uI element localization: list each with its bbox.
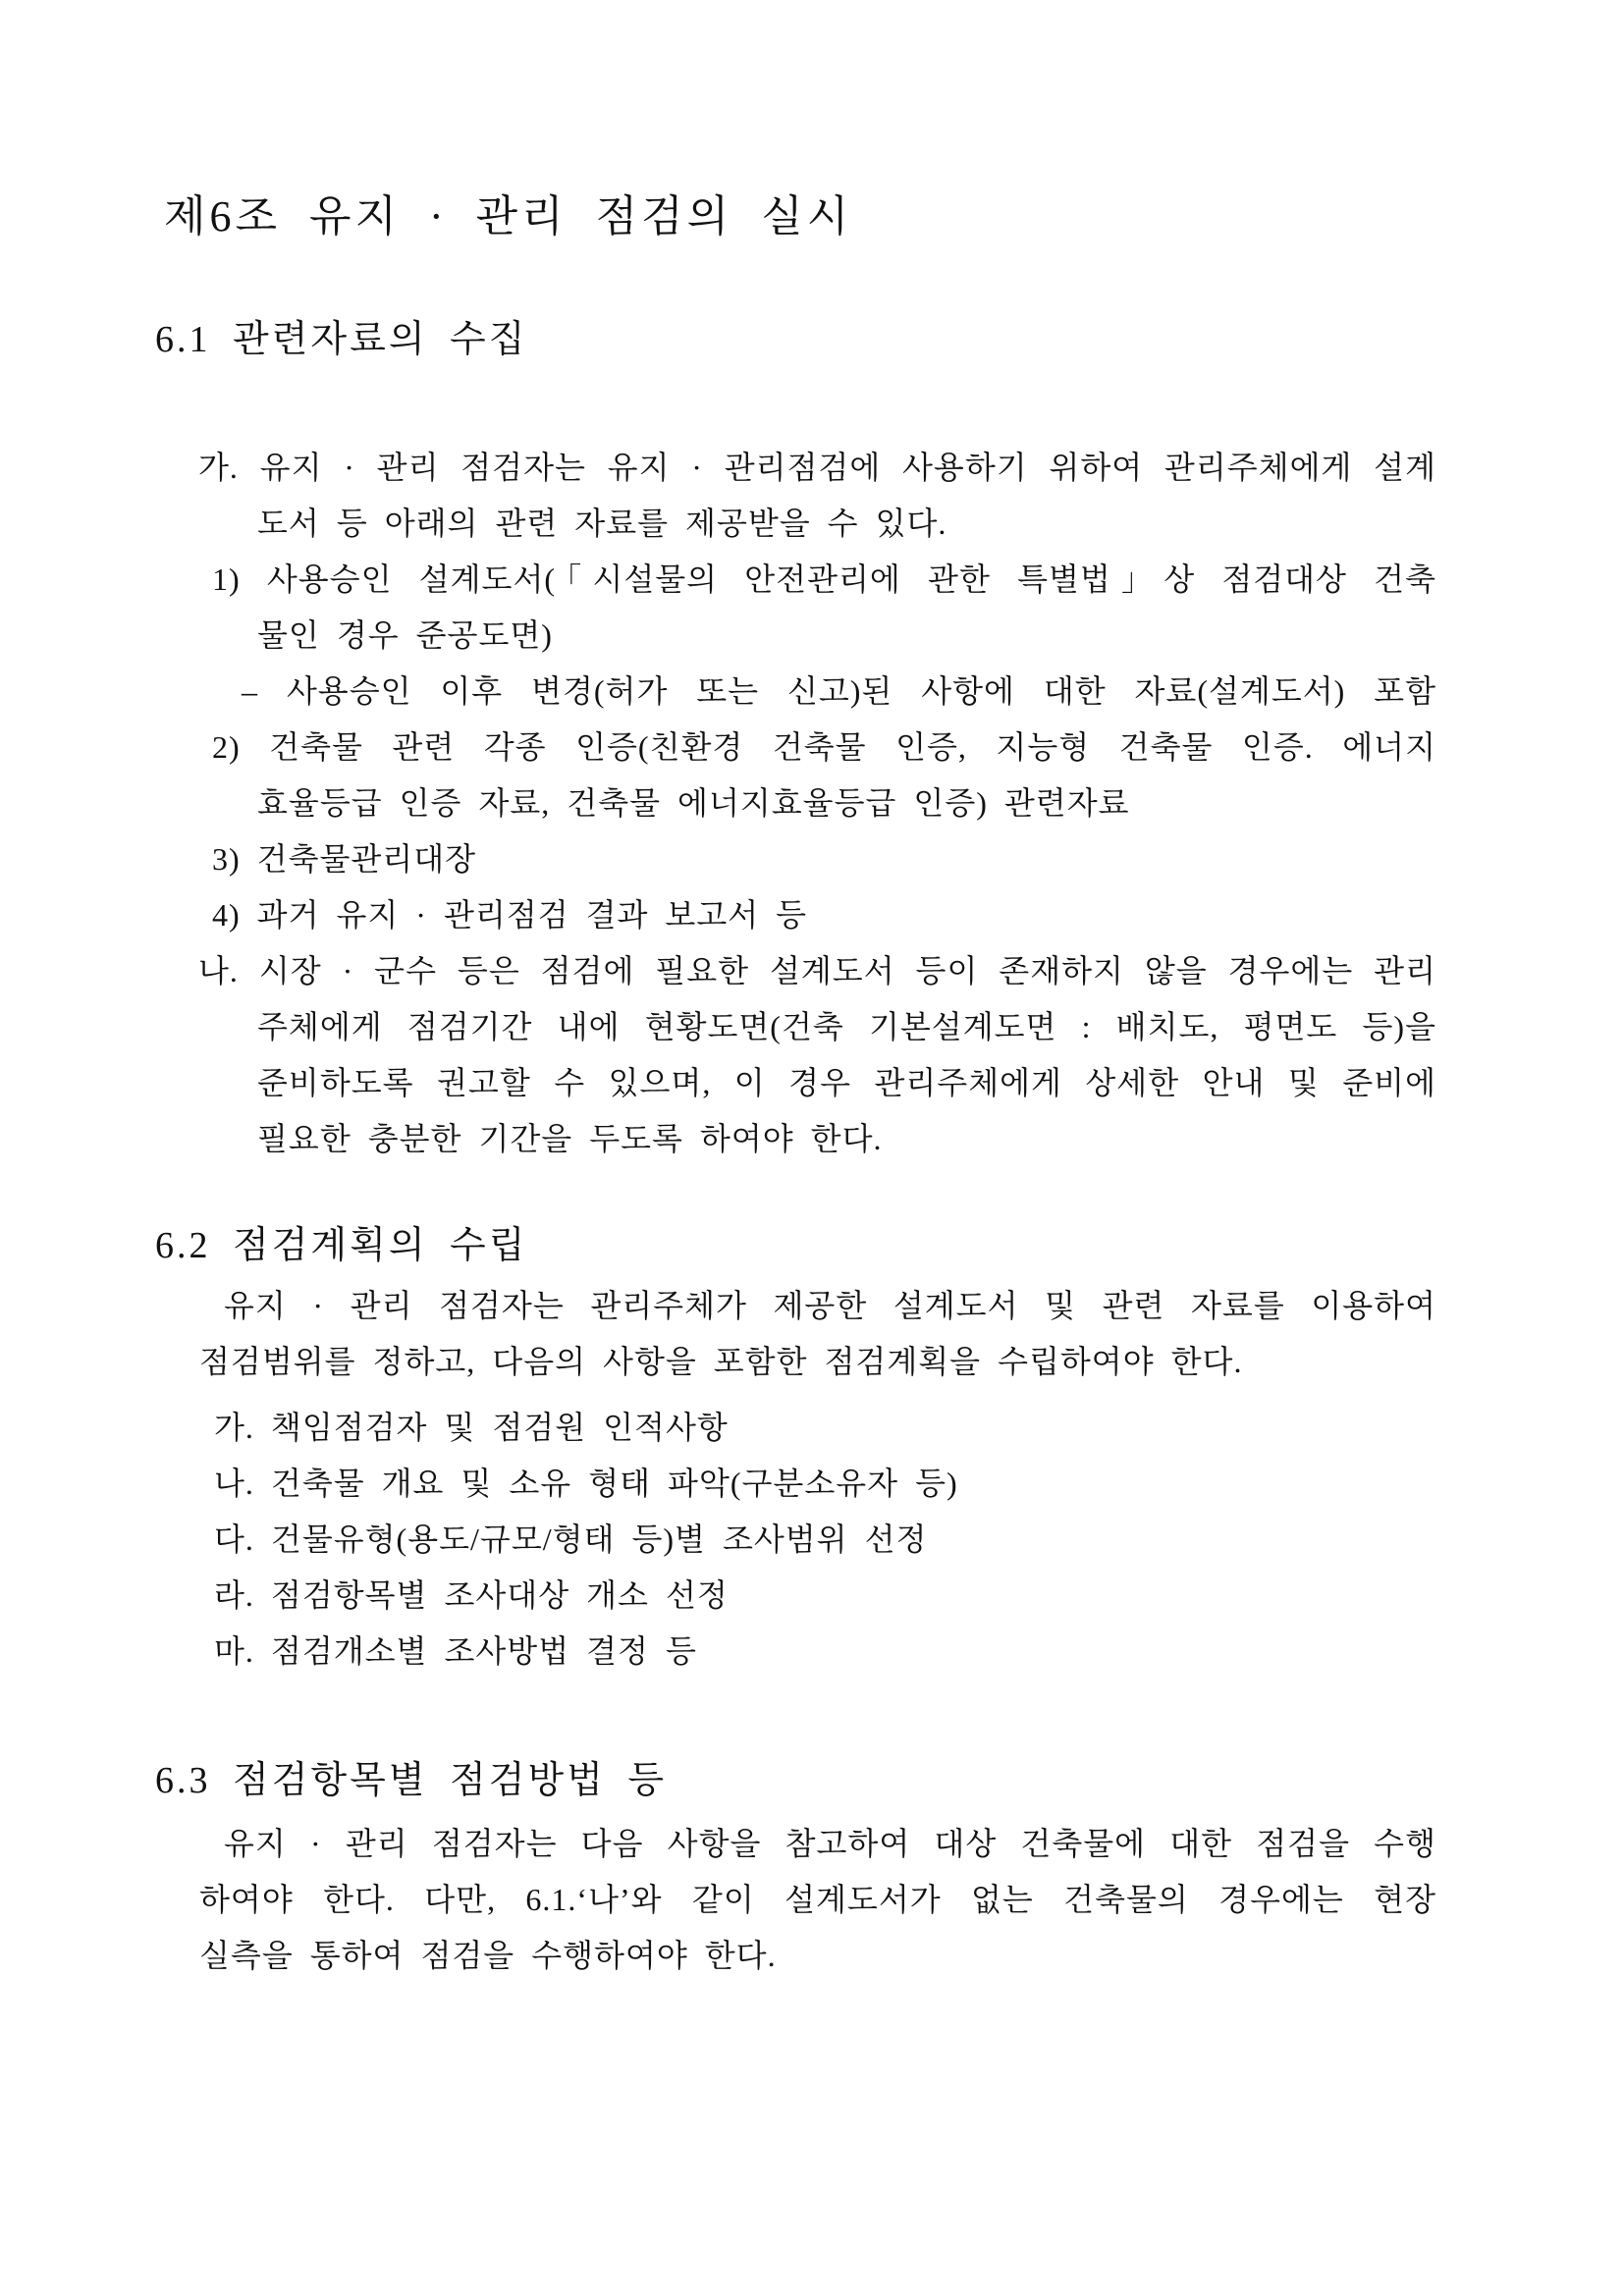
text-line: 점검범위를 정하고, 다음의 사항을 포함한 점검계획을 수립하여야 한다.: [199, 1344, 1243, 1379]
section-heading-6-2: 6.2 점검계획의 수립: [155, 1225, 528, 1266]
text-line: 3) 건축물관리대장: [212, 841, 477, 877]
list-item-line: 다. 건물유형(용도/규모/형태 등)별 조사범위 선정: [214, 1522, 928, 1557]
document-title: 제6조 유지 · 관리 점검의 실시: [164, 192, 853, 240]
section-heading-6-1: 6.1 관련자료의 수집: [155, 319, 528, 360]
text-line: 필요한 충분한 기간을 두도록 하여야 한다.: [257, 1121, 883, 1156]
list-item-line: 마. 점검개소별 조사방법 결정 등: [214, 1633, 697, 1669]
list-item-line: 라. 점검항목별 조사대상 개소 선정: [214, 1577, 729, 1613]
text-line: – 사용승인 이후 변경(허가 또는 신고)된 사항에 대한 자료(설계도서) 포함: [242, 673, 1436, 709]
section-body-6-1: [155, 440, 1436, 1167]
text-line: 4) 과거 유지 · 관리점검 결과 보고서 등: [212, 897, 808, 933]
text-line: 주체에게 점검기간 내에 현황도면(건축 기본설계도면 : 배치도, 평면도 등)을: [257, 1009, 1436, 1044]
text-line: 물인 경우 준공도면): [257, 617, 553, 653]
text-line: 유지 · 관리 점검자는 다음 사항을 참고하여 대상 건축물에 대한 점검을 수행: [224, 1826, 1436, 1861]
text-line: 가. 유지 · 관리 점검자는 유지 · 관리점검에 사용하기 위하여 관리주체에게 설계: [198, 450, 1436, 485]
text-line: 유지 · 관리 점검자는 관리주체가 제공한 설계도서 및 관련 자료를 이용하여: [224, 1288, 1436, 1323]
text-line: 1) 사용승인 설계도서(「시설물의 안전관리에 관한 특별법」상 점검대상 건축: [212, 561, 1436, 597]
text-line: 나. 시장 · 군수 등은 점검에 필요한 설계도서 등이 존재하지 않을 경우에는 관리: [198, 953, 1436, 988]
section-body-6-2: [155, 1278, 1436, 1680]
text-line: 하여야 한다. 다만, 6.1.‘나’와 같이 설계도서가 없는 건축물의 경우에는 현장: [199, 1882, 1436, 1917]
text-line: 효율등급 인증 자료, 건축물 에너지효율등급 인증) 관련자료: [257, 785, 1130, 821]
text-line: 실측을 통하여 점검을 수행하여야 한다.: [199, 1938, 777, 1973]
list-item-line: 가. 책임점검자 및 점검원 인적사항: [214, 1410, 729, 1445]
section-heading-6-3: 6.3 점검항목별 점검방법 등: [155, 1760, 668, 1801]
text-line: 2) 건축물 관련 각종 인증(친환경 건축물 인증, 지능형 건축물 인증. 에너지: [212, 729, 1436, 765]
section-body-6-3: [155, 1816, 1436, 1984]
text-line: 도서 등 아래의 관련 자료를 제공받을 수 있다.: [257, 506, 947, 541]
list-item-line: 나. 건축물 개요 및 소유 형태 파악(구분소유자 등): [214, 1466, 958, 1501]
text-line: 준비하도록 권고할 수 있으며, 이 경우 관리주체에게 상세한 안내 및 준비에: [257, 1065, 1436, 1100]
